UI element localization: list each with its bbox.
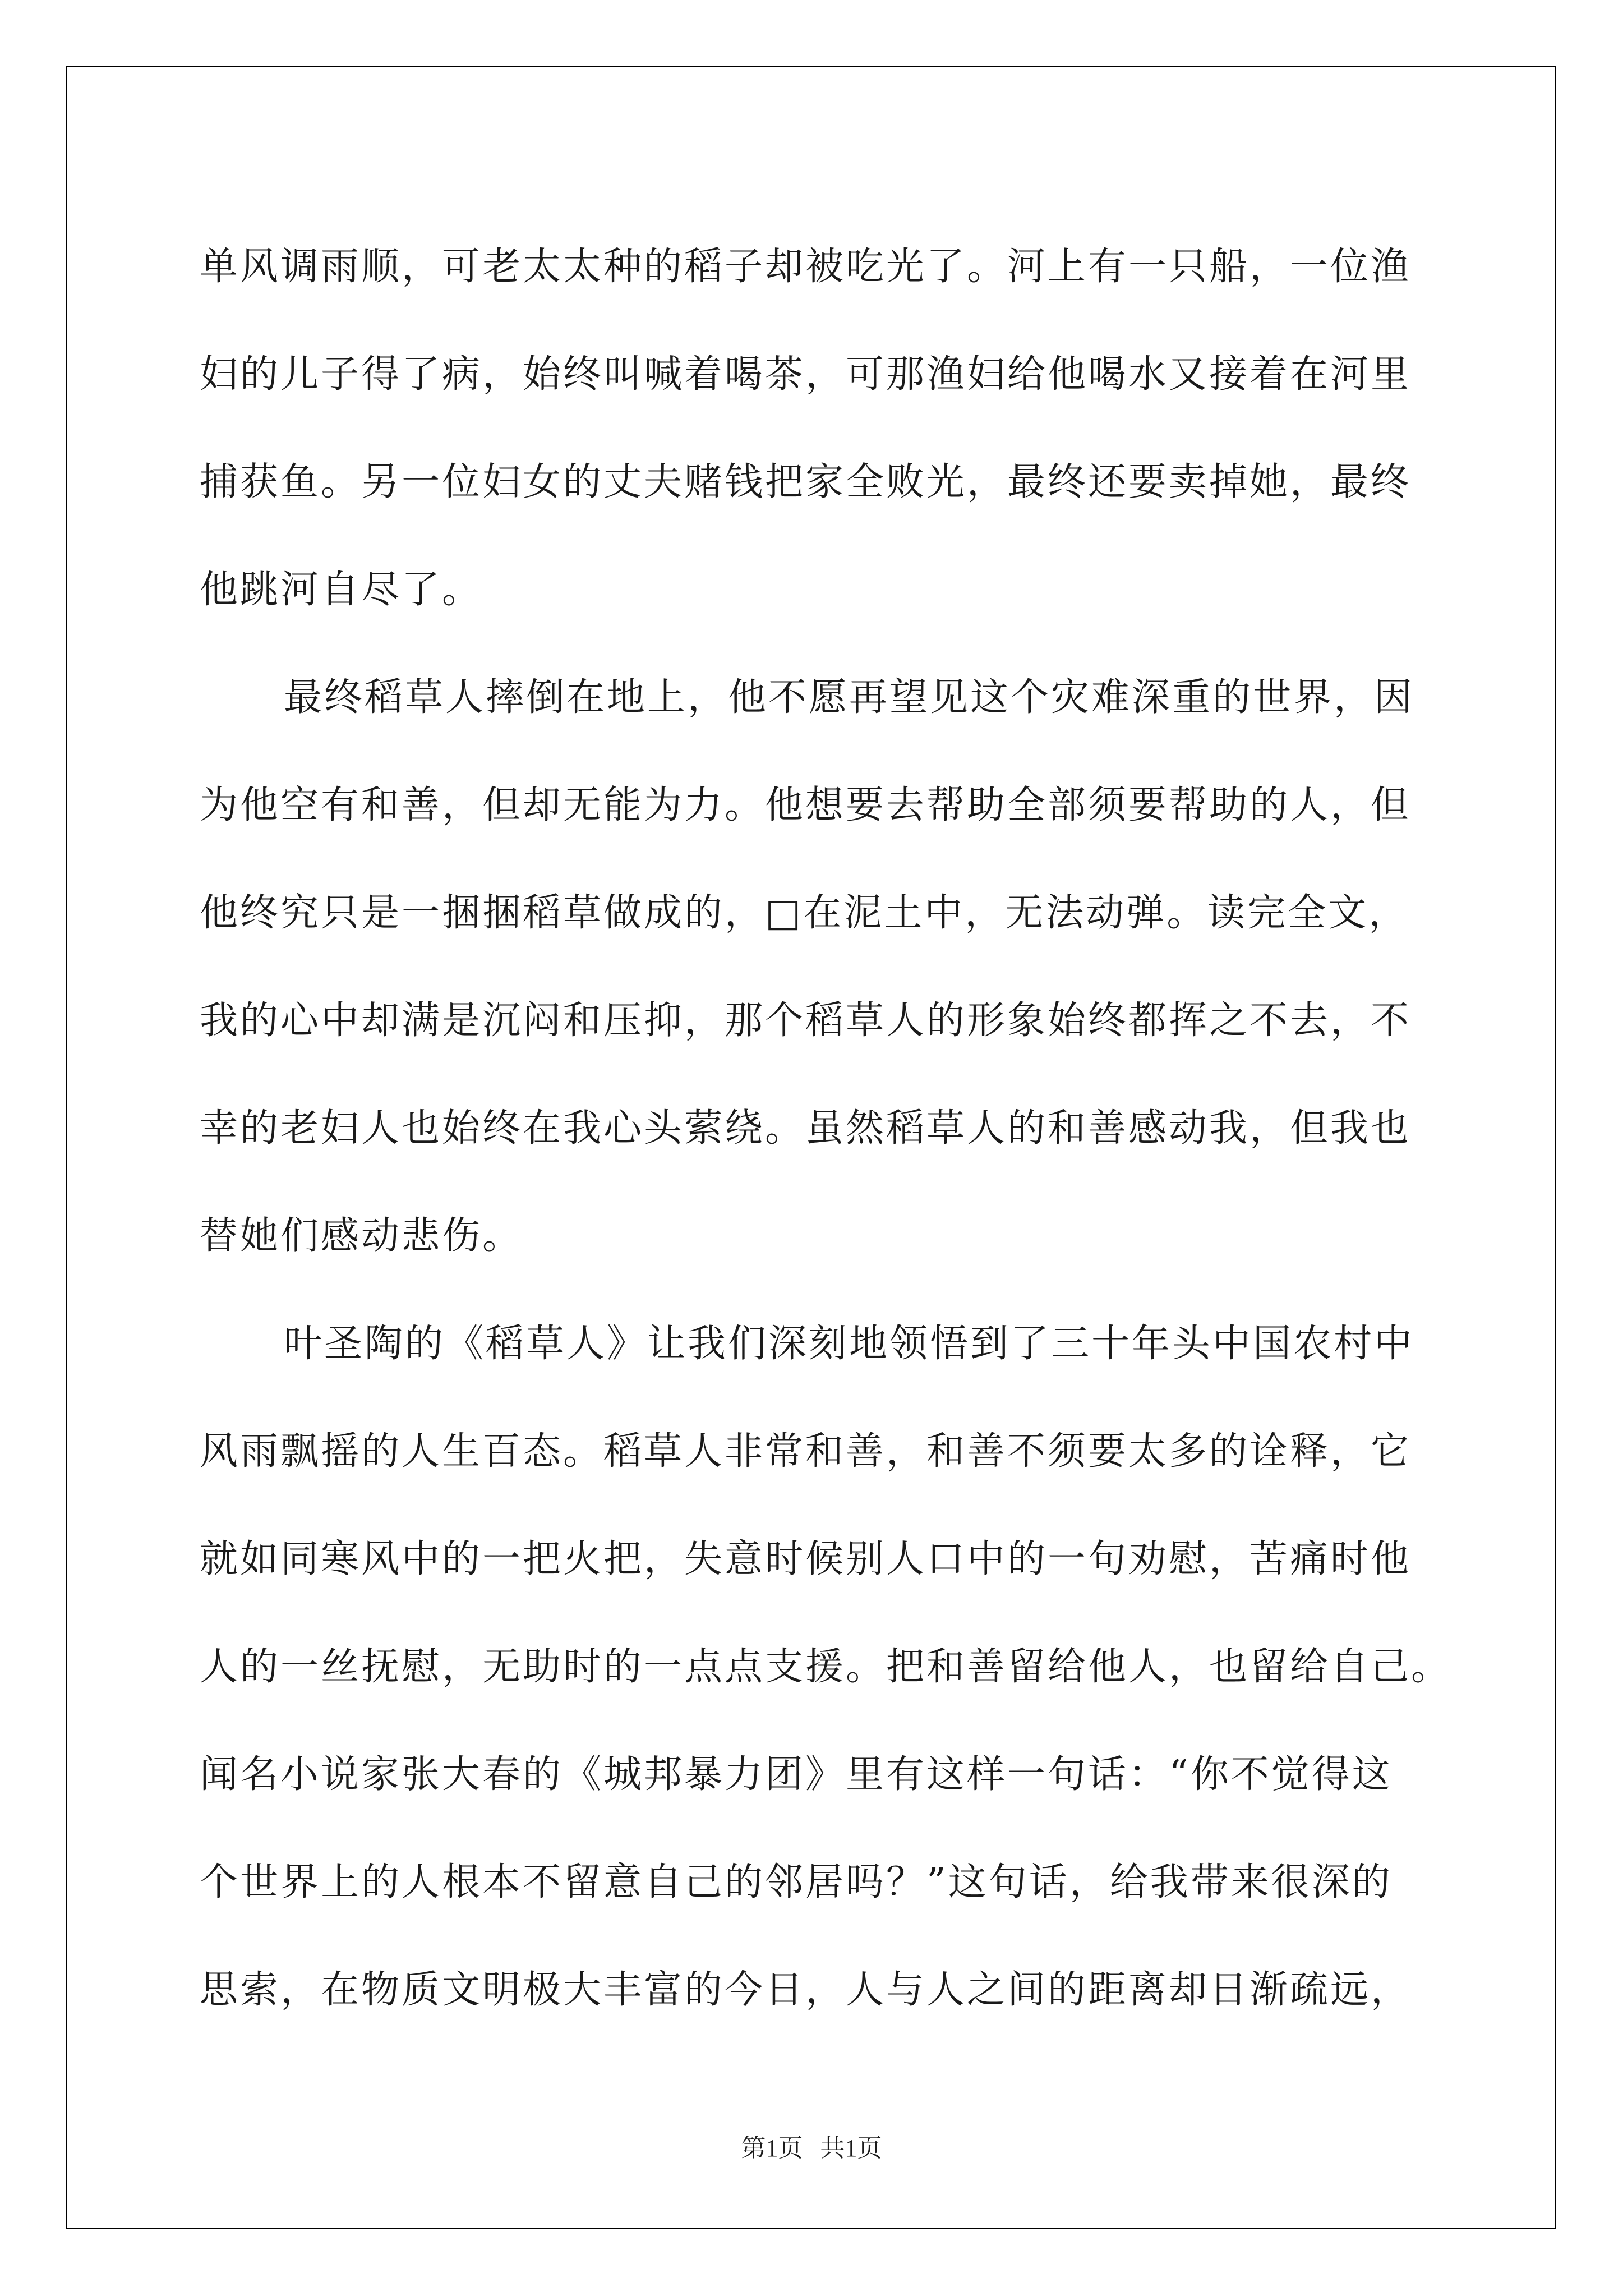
text-line: 替她们感动悲伤。: [200, 1214, 523, 1258]
text-line: 人的一丝抚慰，无助时的一点点支援。把和善留给他人，也留给自己。: [200, 1645, 1452, 1689]
paragraph-1: [200, 213, 1445, 644]
text-line: 单风调雨顺，可老太太种的稻子却被吃光了。河上有一只船，一位渔: [200, 245, 1412, 289]
text-line: 为他空有和善，但却无能为力。他想要去帮助全部须要帮助的人，但: [200, 783, 1412, 827]
paragraph-2: [200, 644, 1445, 1290]
document-body: [200, 213, 1452, 2044]
text-line: 他跳河自尽了。: [200, 568, 483, 612]
text-line: 妇的儿子得了病，始终叫喊着喝茶，可那渔妇给他喝水又接着在河里: [200, 352, 1412, 397]
paragraph-3: [200, 1290, 1452, 2044]
text-line: 他终究只是一捆捆稻草做成的，□在泥土中，无法动弹。读完全文，: [200, 891, 1409, 935]
text-line: 我的心中却满是沉闷和压抑，那个稻草人的形象始终都挥之不去，不: [200, 999, 1412, 1043]
page-total: 共1页: [820, 2134, 882, 2162]
text-line: 思索，在物质文明极大丰富的今日，人与人之间的距离却日渐疏远，: [200, 1968, 1412, 2012]
text-line: 幸的老妇人也始终在我心头萦绕。虽然稻草人的和善感动我，但我也: [200, 1106, 1412, 1151]
text-line: 就如同寒风中的一把火把，失意时候别人口中的一句劝慰，苦痛时他: [200, 1537, 1412, 1581]
text-line: 叶圣陶的《稻草人》让我们深刻地领悟到了三十年头中国农村中: [284, 1322, 1415, 1366]
page-number: 第1页: [741, 2134, 803, 2162]
text-line: 捕获鱼。另一位妇女的丈夫赌钱把家全败光，最终还要卖掉她，最终: [200, 460, 1412, 504]
text-line: 最终稻草人摔倒在地上，他不愿再望见这个灾难深重的世界，因: [284, 675, 1415, 720]
page-footer: [0, 2132, 1623, 2165]
text-line: 闻名小说家张大春的《城邦暴力团》里有这样一句话：“你不觉得这: [200, 1752, 1393, 1797]
text-line: 个世界上的人根本不留意自己的邻居吗？”这句话，给我带来很深的: [200, 1860, 1393, 1904]
text-line: 风雨飘摇的人生百态。稻草人非常和善，和善不须要太多的诠释，它: [200, 1429, 1412, 1474]
